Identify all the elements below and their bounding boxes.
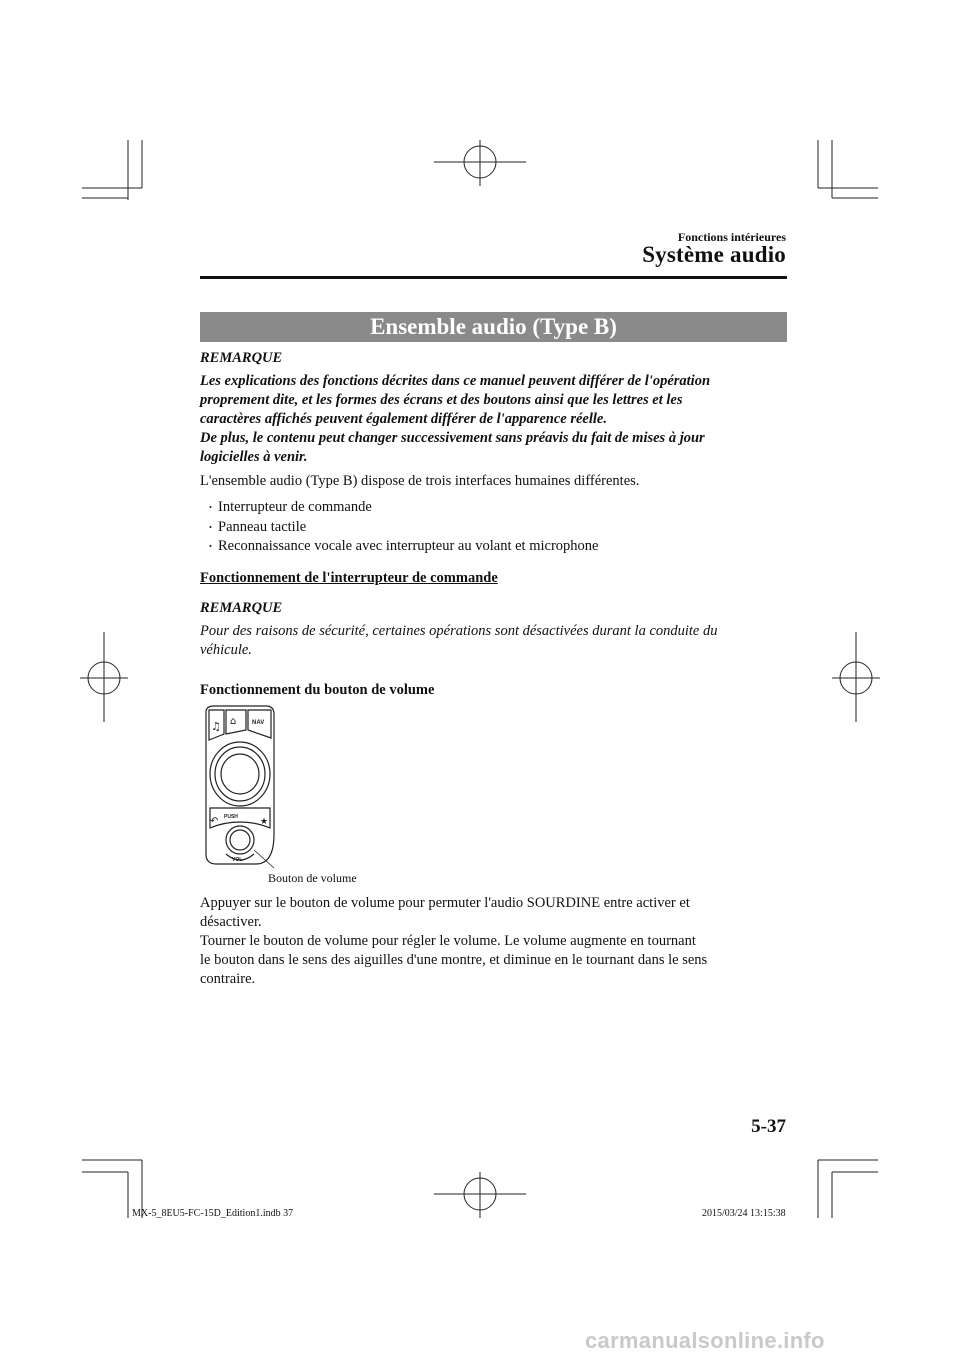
intro-text: L'ensemble audio (Type B) dispose de trois interfaces humaines différentes. (200, 473, 640, 489)
footer-filename: MX-5_8EU5-FC-15D_Edition1.indb 37 (132, 1208, 294, 1219)
page-number: 5-37 (751, 1116, 786, 1137)
commander-switch-illustration (196, 704, 286, 870)
note-line: caractères affichés peuvent également différer de l'apparence réelle. (200, 411, 607, 427)
note-line: proprement dite, et les formes des écrans et des boutons ainsi que les lettres et les (200, 392, 683, 408)
push-label: PUSH (224, 814, 238, 820)
body-line: contraire. (200, 971, 256, 987)
note-label: REMARQUE (200, 600, 283, 616)
note-line: De plus, le contenu peut changer successivement sans préavis du fait de mises à jour (200, 430, 705, 446)
section-heading-volume: Fonctionnement du bouton de volume (200, 682, 435, 698)
footer-timestamp: 2015/03/24 13:15:38 (702, 1208, 786, 1219)
figure-caption: Bouton de volume (268, 871, 357, 885)
list-item: ・ Interrupteur de commande (205, 498, 598, 518)
header-rule (200, 276, 787, 279)
star-icon: ★ (260, 817, 269, 827)
body-line: le bouton dans le sens des aiguilles d'une montre, et diminue en le tournant dans le sens (200, 952, 708, 968)
body-line: Appuyer sur le bouton de volume pour permuter l'audio SOURDINE entre activer et (200, 895, 690, 911)
body-line: désactiver. (200, 914, 262, 930)
note-line: logicielles à venir. (200, 449, 308, 465)
nav-label: NAV (252, 720, 265, 726)
list-item: ・ Panneau tactile (205, 518, 598, 538)
body-line: Tourner le bouton de volume pour régler le volume. Le volume augmente en tournant (200, 933, 696, 949)
note-text (200, 622, 780, 660)
body-text (200, 894, 790, 989)
section-heading-commander: Fonctionnement de l'interrupteur de commande (200, 570, 498, 586)
interfaces-list (205, 498, 598, 557)
list-item: ・ Reconnaissance vocale avec interrupteur au volant et microphone (205, 537, 598, 557)
music-icon: ♫ (211, 720, 221, 733)
header-section: Fonctions intérieures (677, 230, 786, 244)
back-icon: ↶ (210, 816, 219, 827)
page-title: Ensemble audio (Type B) (200, 312, 787, 342)
vol-label: VOL (232, 857, 243, 863)
note-line: Pour des raisons de sécurité, certaines opérations sont désactivées durant la conduite du (200, 623, 718, 639)
watermark: carmanualsonline.info (585, 1328, 825, 1353)
header-chapter: Système audio (642, 242, 786, 267)
note-line: véhicule. (200, 642, 252, 658)
note-line: Les explications des fonctions décrites dans ce manuel peuvent différer de l'opération (200, 373, 711, 389)
note-label: REMARQUE (200, 350, 283, 366)
home-icon: ⌂ (230, 716, 237, 727)
note-text (200, 372, 780, 467)
